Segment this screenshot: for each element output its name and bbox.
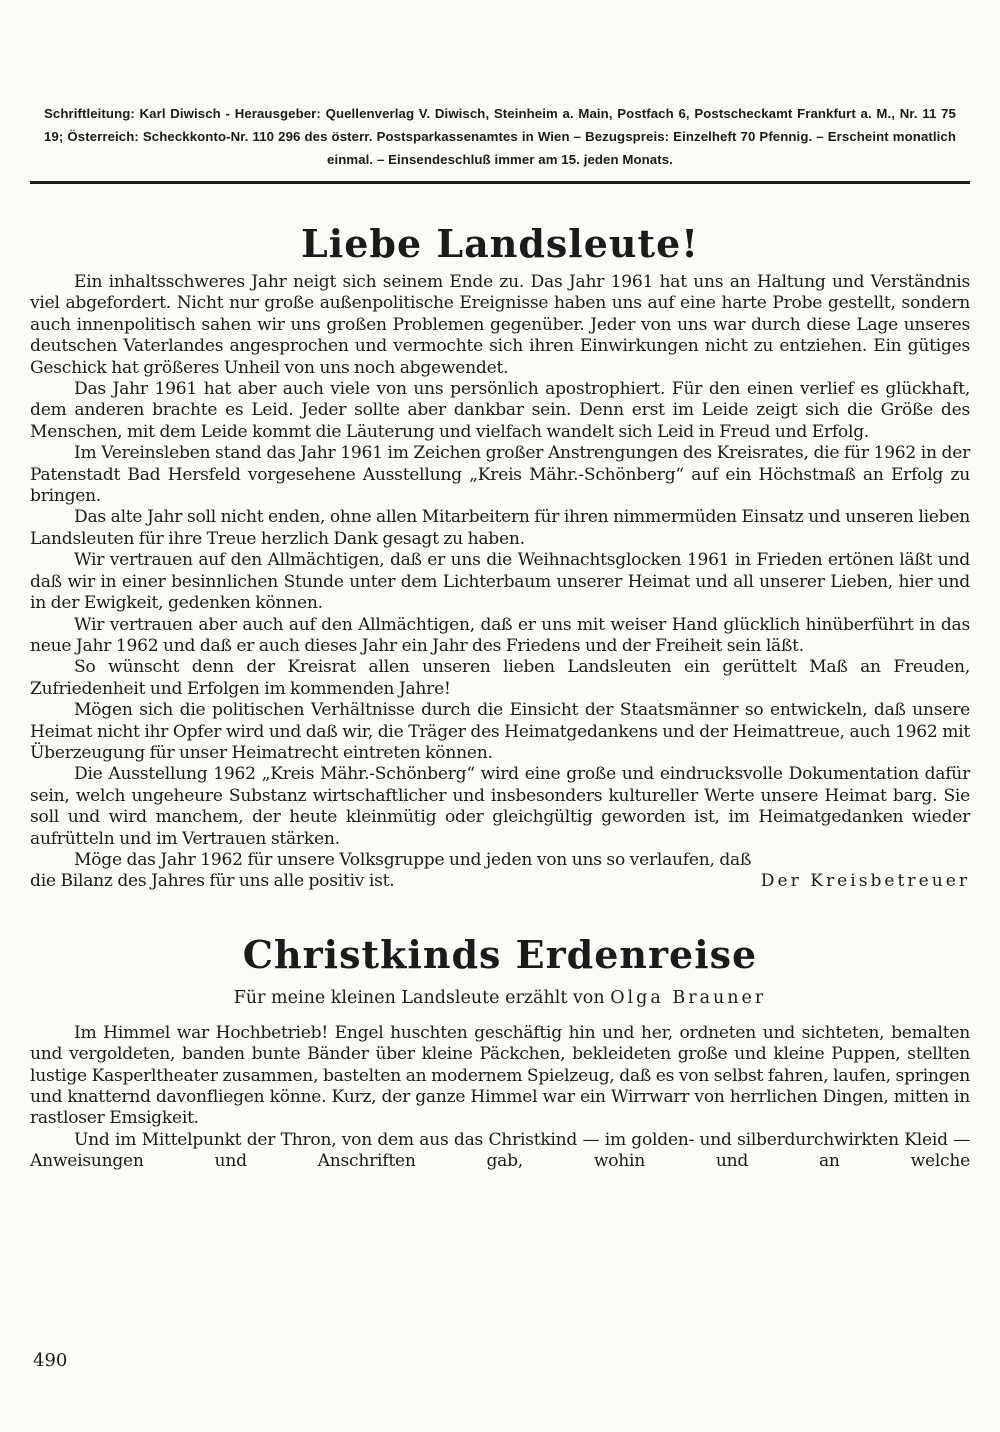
article-christkinds-erdenreise [30, 1023, 970, 1173]
masthead: Schriftleitung: Karl Diwisch - Herausgeber: Quellenverlag V. Diwisch, Steinheim a. Main, Postfach 6, Postscheckamt Frankfurt a. M., Nr. 11 75 19; Österreich: Scheckkonto-Nr. 110 296 des österr. Postsparkassenamtes in Wien – Bezugspreis: Einzelheft 70 Pfennig. – Erscheint monatlich einmal. – Einsendeschluß immer am 15. jeden Monats. [44, 106, 956, 167]
paragraph-final-second-line: die Bilanz des Jahres für uns alle positiv ist. [30, 871, 395, 892]
paragraph-final-first-line: Möge das Jahr 1962 für unsere Volksgruppe und jeden von uns so verlaufen, daß [74, 849, 752, 870]
subtitle-prefix: Für meine kleinen Landsleute erzählt von [233, 987, 605, 1008]
article-title-liebe-landsleute: Liebe Landsleute! [301, 221, 699, 266]
paragraph: Im Vereinsleben stand das Jahr 1961 im Zeichen großer Anstrengungen des Kreisrates, die für 1962 in der Patenstadt Bad Hersfeld vorgesehene Ausstellung „Kreis Mähr.-Schönberg“ auf ein Höchstmaß an Erfolg zu bringen. [30, 443, 970, 507]
paragraph: Das alte Jahr soll nicht enden, ohne allen Mitarbeitern für ihren nimmermüden Einsatz und unseren lieben Landsleuten für ihre Treue herzlich Dank gesagt zu haben. [30, 507, 970, 549]
header-rule [30, 181, 970, 184]
paragraph: Das Jahr 1961 hat aber auch viele von uns persönlich apostrophiert. Für den einen verlief es glückhaft, dem anderen brachte es Leid. Jeder sollte aber dankbar sein. Denn erst im Leide zeigt sich die Größe des Menschen, mit dem Leide kommt die Läuterung und vielfach wandelt sich Leid in Freud und Erfolg. [30, 379, 970, 442]
signature: Der Kreisbetreuer [760, 871, 970, 892]
paragraph: Mögen sich die politischen Verhältnisse durch die Einsicht der Staatsmänner so entwickeln, daß unsere Heimat nicht ihr Opfer wird und daß wir, die Träger des Heimatgedankens und der Heimattreue, auch 1962 mit Überzeugung für unser Heimatrecht eintreten können. [30, 700, 970, 763]
author-name: Olga Brauner [610, 987, 767, 1008]
article-liebe-landsleute [30, 272, 970, 893]
final-line-with-signature [30, 871, 970, 892]
article-title-christkinds-erdenreise: Christkinds Erdenreise [242, 931, 758, 977]
paragraph: Und im Mittelpunkt der Thron, von dem aus das Christkind — im golden- und silberdurchwirkten Kleid — Anweisungen und Anschriften gab, wohin und an welche [30, 1129, 970, 1172]
paragraph: Im Himmel war Hochbetrieb! Engel huschten geschäftig hin und her, ordneten und sichteten, bemalten und vergoldeten, banden bunte Bänder über kleine Päckchen, bekleideten große und kleine Puppen, stellten lustige Kasperltheater zusammen, bastelten an modernem Spielzeug, daß es von selbst fahren, laufen, springen und knatternd davonfliegen könne. Kurz, der ganze Himmel war ein Wirrwarr von herrlichen Dingen, mitten in rastloser Emsigkeit. [30, 1022, 970, 1129]
paragraph: Die Ausstellung 1962 „Kreis Mähr.-Schönberg“ wird eine große und eindrucksvolle Dokumentation dafür sein, welch ungeheure Substanz wirtschaftlicher und insbesonders kultureller Werte unsere Heimat barg. Sie soll und wird manchem, der heute kleinmütig oder gleichgültig geworden ist, im Heimatgedanken wieder aufrütteln und im Vertrauen stärken. [30, 764, 970, 849]
paragraph: So wünscht denn der Kreisrat allen unseren lieben Landsleuten ein gerüttelt Maß an Freuden, Zufriedenheit und Erfolgen im kommenden Jahre! [30, 657, 970, 699]
paragraph: Ein inhaltsschweres Jahr neigt sich seinem Ende zu. Das Jahr 1961 hat uns an Haltung und Verständnis viel abgefordert. Nicht nur große außenpolitische Ereignisse haben uns auf eine harte Probe gestellt, sondern auch innenpolitisch sahen wir uns großen Problemen gegenüber. Jeder von uns war durch diese Lage unseres deutschen Vaterlandes angesprochen und vermochte sich ihren Einwirkungen nicht zu entziehen. Ein gütiges Geschick hat größeres Unheil von uns noch abgewendet. [30, 272, 970, 378]
page-number: 490 [33, 1350, 68, 1371]
paragraph: Wir vertrauen aber auch auf den Allmächtigen, daß er uns mit weiser Hand glücklich hinüberführt in das neue Jahr 1962 und daß er auch dieses Jahr ein Jahr des Friedens und der Freiheit sein läßt. [30, 614, 970, 656]
paragraph: Wir vertrauen auf den Allmächtigen, daß er uns die Weihnachtsglocken 1961 in Frieden ertönen läßt und daß wir in einer besinnlichen Stunde unter dem Lichterbaum unserer Heimat und all unserer Lieben, hier und in der Ewigkeit, gedenken können. [30, 550, 970, 614]
article-subtitle [30, 987, 970, 1009]
page [30, 0, 970, 1173]
